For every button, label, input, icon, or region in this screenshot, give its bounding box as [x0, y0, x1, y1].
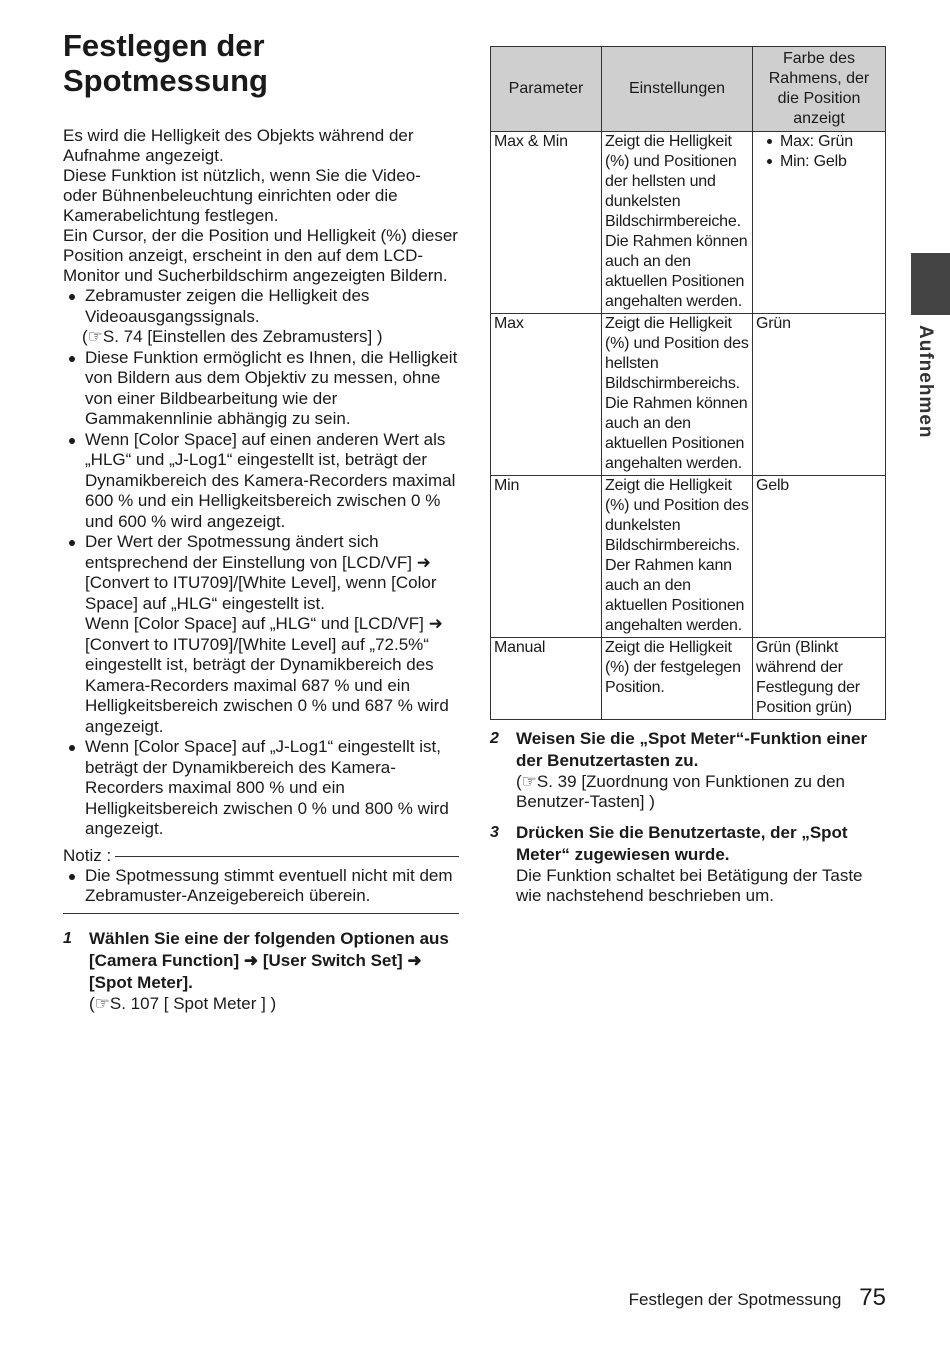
column-header-parameter: Parameter [491, 47, 602, 132]
list-item [63, 430, 459, 533]
bullet-list [63, 286, 459, 840]
cell-parameter: Manual [491, 638, 602, 720]
column-header-frame-color: Farbe des Rahmens, der die Position anzeigt [753, 47, 886, 132]
list-item [63, 866, 459, 907]
note-label: Notiz : [63, 845, 112, 865]
column-header-settings: Einstellungen [602, 47, 753, 132]
step-title: Drücken Sie die Benutzertaste, der „Spot Meter“ zugewiesen wurde. [516, 823, 848, 864]
note-list [63, 866, 459, 907]
list-item [63, 286, 459, 348]
chapter-tab [911, 253, 950, 315]
cell-setting: Zeigt die Helligkeit (%) und Position des dunkelsten Bildschirmbereichs. Der Rahmen kann auch an den aktuellen Positionen angehalten werden. [602, 476, 753, 638]
color-list [756, 132, 882, 172]
chapter-label: Aufnehmen [915, 325, 936, 439]
note-text: Die Spotmessung stimmt eventuell nicht mit dem Zebramuster-Anzeigebereich überein. [85, 865, 453, 905]
bullet-text: Wenn [Color Space] auf einen anderen Wert als „HLG“ und „J-Log1“ eingestellt ist, beträgt der Dynamikbereich des Kamera-Recorders maximal 600 % und ein Helligkeitsbereich zwischen 0 % und 600 % wird angezeigt. [85, 429, 456, 531]
page-title-line1: Festlegen der [63, 28, 265, 63]
table-row [491, 314, 886, 476]
bullet-text: Diese Funktion ermöglicht es Ihnen, die Helligkeit von Bildern aus dem Objektiv zu messen, ohne von einer Bildbearbeitung wie der Gammakennlinie abhängig zu sein. [85, 347, 458, 428]
bullet-text: Zebramuster zeigen die Helligkeit des Videoausgangssignals. [85, 286, 370, 326]
page-footer [629, 1284, 886, 1312]
step-body [516, 728, 886, 812]
page-number: 75 [859, 1284, 886, 1311]
cell-setting: Zeigt die Helligkeit (%) der festgelegen Position. [602, 638, 753, 720]
cross-reference-link[interactable]: (☞S. 74 [Einstellen des Zebramusters] ) [82, 327, 383, 346]
intro [63, 126, 459, 286]
cell-color: Gelb [753, 476, 886, 638]
table-row [491, 638, 886, 720]
right-steps [490, 728, 886, 906]
cell-color: Grün (Blinkt während der Festlegung der Position grün) [753, 638, 886, 720]
cross-reference-link[interactable]: (☞S. 39 [Zuordnung von Funktionen zu den Benutzer-Tasten] ) [516, 772, 846, 811]
table-row [491, 132, 886, 314]
note-header [63, 846, 459, 866]
cell-color [753, 132, 886, 314]
parameter-table [490, 46, 886, 720]
step-title: Wählen Sie eine der folgenden Optionen aus [Camera Function] ➜ [User Switch Set] ➜ [Spot Meter]. [89, 928, 449, 992]
table-header-row [491, 47, 886, 132]
page-title-line2: Spotmessung [63, 63, 268, 98]
list-item: Max: Grün [756, 132, 882, 152]
page-title [63, 28, 459, 98]
list-item [63, 532, 459, 737]
cross-reference-link[interactable]: (☞S. 107 [ Spot Meter ] ) [89, 993, 277, 1013]
intro-paragraph-2: Diese Funktion ist nützlich, wenn Sie die Video- oder Bühnenbeleuchtung einrichten oder die Kamerabelichtung festlegen. [63, 166, 421, 225]
bullet-text: Wenn [Color Space] auf „J-Log1“ eingestellt ist, beträgt der Dynamikbereich des Kamera-Recorders maximal 800 % und ein Helligkeitsbereich zwischen 0 % und 800 % wird angezeigt. [85, 737, 449, 838]
right-column [490, 46, 886, 916]
bullet-text: Der Wert der Spotmessung ändert sich entsprechend der Einstellung von [LCD/VF] ➜ [Convert to ITU709]/[White Level], wenn [Color Space] auf „HLG“ eingestellt ist. [85, 532, 437, 613]
cell-setting: Zeigt die Helligkeit (%) und Positionen der hellsten und dunkelsten Bildschirmbereiche. Die Rahmen können auch an den aktuellen Positionen angehalten werden. [602, 132, 753, 314]
cell-parameter: Min [491, 476, 602, 638]
intro-paragraph-3: Ein Cursor, der die Position und Helligkeit (%) dieser Position anzeigt, erscheint in den auf dem LCD-Monitor und Sucherbildschirm angezeigten Bildern. [63, 226, 458, 285]
step-text: Die Funktion schaltet bei Betätigung der Taste wie nachstehend beschrieben um. [516, 866, 863, 905]
step-number: 2 [490, 730, 499, 747]
cell-setting: Zeigt die Helligkeit (%) und Position des hellsten Bildschirmbereichs. Die Rahmen können auch an den aktuellen Positionen angehalten werden. [602, 314, 753, 476]
bullet-continuation: Wenn [Color Space] auf „HLG“ und [LCD/VF] ➜ [Convert to ITU709]/[White Level] auf „72.5%“ eingestellt ist, beträgt der Dynamikbereich des Kamera-Recorders maximal 687 % und ein Helligkeitsbereich zwischen 0 % und 687 % wird angezeigt. [85, 614, 449, 736]
step-2 [490, 728, 886, 812]
note-box [63, 846, 459, 914]
step-number: 3 [490, 824, 499, 841]
left-column [63, 28, 459, 1014]
cell-color: Grün [753, 314, 886, 476]
step-title: Weisen Sie die „Spot Meter“-Funktion einer der Benutzertasten zu. [516, 729, 868, 770]
step-1 [63, 928, 459, 1014]
cell-parameter: Max & Min [491, 132, 602, 314]
footer-title: Festlegen der Spotmessung [628, 1290, 842, 1309]
step-body [516, 822, 886, 906]
step-3 [490, 822, 886, 906]
table-row [491, 476, 886, 638]
divider [115, 856, 459, 857]
step-number: 1 [63, 929, 72, 947]
cell-parameter: Max [491, 314, 602, 476]
list-item [63, 348, 459, 430]
intro-paragraph-1: Es wird die Helligkeit des Objekts während der Aufnahme angezeigt. [63, 126, 414, 165]
step-body [89, 928, 459, 1014]
list-item [63, 737, 459, 840]
list-item: Min: Gelb [756, 152, 882, 172]
